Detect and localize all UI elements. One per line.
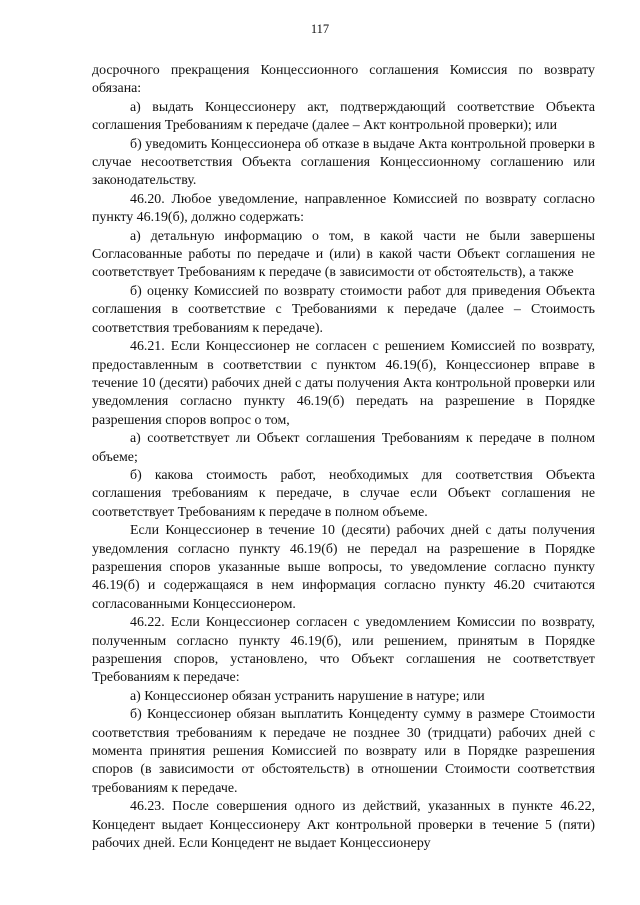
paragraph-item-b: б) Концессионер обязан выплатить Концеденту сумму в размере Стоимости соответствия требованиям к передаче не позднее 30 (тридцати) рабочих дней с момента принятия решения Комиссией по возврату или в Порядке разрешения споров (в зависимости от обстоятельств) в отношении Стоимости соответствия требованиям к передаче. [92,707,595,796]
page-number: 117 [310,22,330,36]
paragraph-item-a: а) соответствует ли Объект соглашения Требованиям к передаче в полном объеме; [92,431,595,465]
paragraph-46-22: 46.22. Если Концессионер согласен с уведомлением Комиссии по возврату, полученным согласно пункту 46.19(б), или решением, принятым в Порядке разрешения споров, установлено, что Объект соглашения не соответствует Требованиям к передаче: [92,615,595,686]
paragraph-item-b: б) какова стоимость работ, необходимых для соответствия Объекта соглашения требованиям к передаче, в случае если Объект соглашения не соответствует Требованиям к передаче в полном объеме. [92,467,595,520]
paragraph-46-21: 46.21. Если Концессионер не согласен с решением Комиссией по возврату, предоставленным в соответствии с пунктом 46.19(б), Концессионер вправе в течение 10 (десяти) рабочих дней с даты получения Акта контрольной проверки или уведомления согласно пункту 46.19(б) передать на разрешение в Порядке разрешения споров вопрос о том, [92,339,595,428]
paragraph-46-20: 46.20. Любое уведомление, направленное Комиссией по возврату согласно пункту 46.19(б), должно содержать: [92,191,595,226]
paragraph-text: Если Концессионер в течение 10 (десяти) рабочих дней с даты получения уведомления согласно пункту 46.19(б) не передал на разрешение в Порядке разрешения споров указанные выше вопросы, то уведомление согласно пункту 46.19(б) и содержащаяся в нем информация согласно пункту 46.20 считаются согласованными Концессионером. [92,523,595,612]
paragraph-item-b: б) уведомить Концессионера об отказе в выдаче Акта контрольной проверки в случае несоответствия Объекта соглашения Концессионному соглашению или законодательству. [92,136,595,189]
paragraph-46-23: 46.23. После совершения одного из действий, указанных в пункте 46.22, Концедент выдает Концессионеру Акт контрольной проверки в течение 5 (пяти) рабочих дней. Если Концедент не выдает Концессионеру [92,799,595,852]
paragraph-item-a: а) Концессионер обязан устранить нарушение в натуре; или [130,688,485,704]
paragraph-continuation: досрочного прекращения Концессионного соглашения Комиссия по возврату обязана: [92,63,595,97]
page-body [92,62,595,853]
paragraph-item-a: а) выдать Концессионеру акт, подтверждающий соответствие Объекта соглашения Требованиям к передаче (далее – Акт контрольной проверки); или [92,99,595,134]
paragraph-item-b: б) оценку Комиссией по возврату стоимости работ для приведения Объекта соглашения в соответствие с Требованиями к передаче (далее – Стоимость соответствия требованиям к передаче). [92,283,595,336]
paragraph-item-a: а) детальную информацию о том, в какой части не были завершены Согласованные работы по передаче и (или) в какой части Объект соглашения не соответствует Требованиям к передаче (в зависимости от обстоятельств), а также [92,228,595,281]
